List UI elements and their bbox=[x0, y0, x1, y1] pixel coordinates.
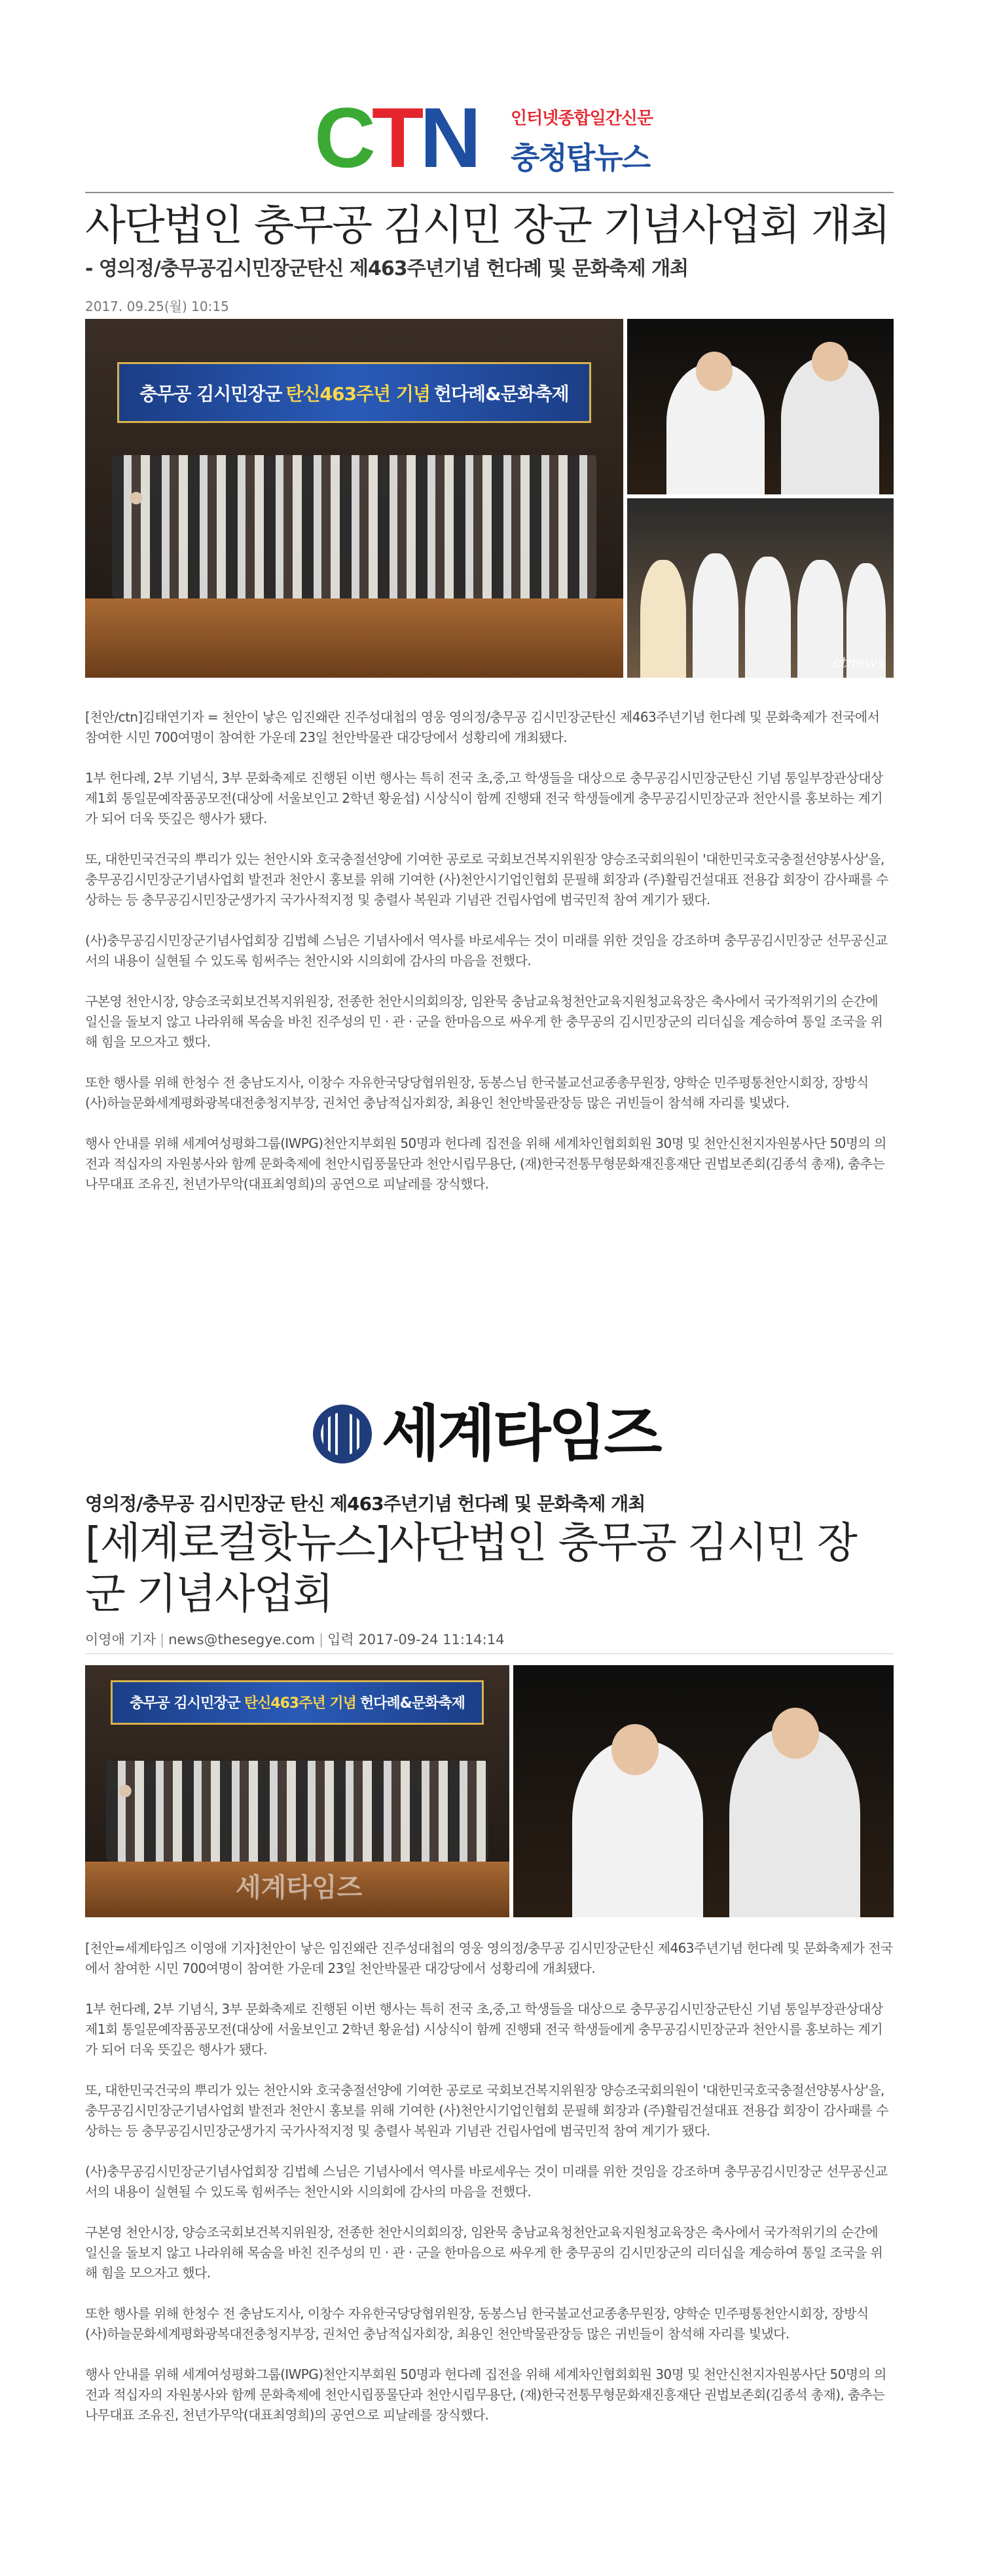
ctn-logo bbox=[314, 90, 681, 185]
article1-paragraph: (사)충무공김시민장군기념사업회장 김법혜 스님은 기념사에서 역사를 바로세우는 것이 미래를 위한 것임을 강조하며 충무공김시민장군 선무공신교서의 내용이 실현될 수 있도록 힘써주는 천안시와 시의회에 감사의 마음을 전했다. bbox=[85, 932, 888, 968]
byline-datetime: 2017-09-24 11:14:14 bbox=[358, 1632, 505, 1647]
group-photo-stage bbox=[85, 598, 623, 678]
ctn-logo-subtitle-1: 인터넷종합일간신문 bbox=[511, 109, 653, 128]
globe-emblem-icon bbox=[313, 1405, 372, 1463]
banner-highlight: 탄신463주년 기념 bbox=[244, 1695, 356, 1712]
article1-subtitle: - 영의정/충무공김시민장군탄신 제463주년기념 헌다례 및 문화축제 개최 bbox=[85, 257, 689, 280]
article1-side-photo-top bbox=[627, 319, 894, 494]
group-photo-crowd bbox=[106, 1761, 488, 1862]
person-head bbox=[812, 342, 848, 381]
article1-paragraph: 구본영 천안시장, 양승조국회보건복지위원장, 전종한 천안시의회의장, 임완묵 충남교육청천안교육지원청교육장은 축사에서 국가적위기의 순간에 일신을 돌보지 않고 나라위해 목숨을 바친 진주성의 민 · 관 · 군을 한마음으로 싸우게 한 충무공의 김시민장군의 리더십을 계승하여 통일 조국을 위해 힘을 모으자고 했다. bbox=[85, 993, 883, 1050]
person-head bbox=[696, 352, 733, 391]
article1-title: 사단법인 충무공 김시민 장군 기념사업회 개최 bbox=[85, 202, 890, 250]
segye-times-logo bbox=[313, 1398, 680, 1470]
banner-lead: 충무공 김시민장군 bbox=[139, 382, 282, 405]
article2-paragraph: 또, 대한민국건국의 뿌리가 있는 천안시와 호국충절선양에 기여한 공로로 국회보건복지위원장 양승조국회의원이 '대한민국호국충절선양봉사상'을, 충무공김시민장군기념사업회 발전과 천안시 홍보를 위해 기여한 (사)천안시기업인협회 문필해 회장과 (주)활림건설대표 전용갑 회장이 감사패를 수상하는 등 충무공김시민장군생가지 국가사적지정 및 충렬사 복원과 기념관 건립사업에 범국민적 참여 계기가 됐다. bbox=[85, 2082, 888, 2139]
article2-kicker: 영의정/충무공 김시민장군 탄신 제463주년기념 헌다례 및 문화축제 개최 bbox=[85, 1493, 646, 1515]
article2-paragraph: [천안=세계타임즈 이영애 기자]천안이 낳은 임진왜란 진주성대첩의 영웅 영의정/충무공 김시민장군탄신 제463주년기념 헌다례 및 문화축제가 전국에서 참여한 시민 700여명이 참여한 가운데 23일 천안박물관 대강당에서 성황리에 개최됐다. bbox=[85, 1940, 893, 1976]
article2-paragraph: 1부 헌다례, 2부 기념식, 3부 문화축제로 진행된 이번 행사는 특히 전국 초,중,고 학생들을 대상으로 충무공김시민장군탄신 기념 통일부장관상대상 제1회 통일문예작품공모전(대상에 서울보인고 2학년 황윤섭) 시상식이 함께 진행돼 전국 학생들에게 충무공김시민장군과 천안시를 홍보하는 계기가 되어 더욱 뜻깊은 행사가 됐다. bbox=[85, 2001, 883, 2057]
article2-paragraph: 또한 행사를 위해 한청수 전 충남도지사, 이창수 자유한국당당협위원장, 동봉스님 한국불교선교종총무원장, 양학순 민주평통천안시회장, 장방식 (사)하늘문화세계평화광복대전충청지부장, 권처언 충남적십자회장, 최용인 천안박물관장등 많은 귀빈들이 참석해 자리를 빛냈다. bbox=[85, 2306, 869, 2342]
article2-paragraph: 구본영 천안시장, 양승조국회보건복지위원장, 전종한 천안시의회의장, 임완묵 충남교육청천안교육지원청교육장은 축사에서 국가적위기의 순간에 일신을 돌보지 않고 나라위해 목숨을 바친 진주성의 민 · 관 · 군을 한마음으로 싸우게 한 충무공의 김시민장군의 리더십을 계승하여 통일 조국을 위해 힘을 모으자고 했다. bbox=[85, 2224, 883, 2281]
person-figure bbox=[745, 557, 791, 678]
article1-paragraph: 또, 대한민국건국의 뿌리가 있는 천안시와 호국충절선양에 기여한 공로로 국회보건복지위원장 양승조국회의원이 '대한민국호국충절선양봉사상'을, 충무공김시민장군기념사업회 발전과 천안시 홍보를 위해 기여한 (사)천안시기업인협회 문필해 회장과 (주)활림건설대표 전용갑 회장이 감사패를 수상하는 등 충무공김시민장군생가지 국가사적지정 및 충렬사 복원과 기념관 건립사업에 범국민적 참여 계기가 됐다. bbox=[85, 851, 888, 908]
article2-paragraph: 행사 안내를 위해 세계여성평화그룹(IWPG)천안지부회원 50명과 헌다례 집전을 위해 세계차인협회회원 30명 및 천안신천지자원봉사단 50명의 의전과 적십자의 자원봉사와 함께 문화축제에 천안시립풍물단과 천안시립무용단, (재)한국전통무형문화재진흥재단 권법보존회(김종석 총재), 춤추는나무대표 조유진, 천년가무악(대표최영희)의 공연으로 피날레를 장식했다. bbox=[85, 2366, 886, 2423]
article2-paragraph: (사)충무공김시민장군기념사업회장 김법혜 스님은 기념사에서 역사를 바로세우는 것이 미래를 위한 것임을 강조하며 충무공김시민장군 선무공신교서의 내용이 실현될 수 있도록 힘써주는 천안시와 시의회에 감사의 마음을 전했다. bbox=[85, 2163, 888, 2199]
person-figure bbox=[693, 553, 738, 678]
banner-lead: 충무공 김시민장군 bbox=[130, 1695, 240, 1712]
ctn-logo-t: T bbox=[371, 90, 420, 185]
article2-main-photo bbox=[85, 1665, 509, 1917]
article2-side-photo bbox=[513, 1665, 894, 1917]
byline-label: 입력 bbox=[327, 1632, 354, 1647]
ctn-logo-letters bbox=[314, 90, 478, 185]
ctn-logo-n: N bbox=[420, 90, 478, 185]
byline-divider bbox=[85, 1653, 894, 1654]
article2-photo-watermark: 세계타임즈 bbox=[236, 1873, 363, 1903]
ctn-logo-subtitle bbox=[511, 105, 681, 177]
banner-tail: 헌다례&문화축제 bbox=[433, 382, 569, 405]
header-divider bbox=[85, 192, 894, 193]
byline-author: 이영애 기자 bbox=[85, 1632, 156, 1647]
person-figure bbox=[640, 560, 686, 678]
article1-date: 2017. 09.25(월) 10:15 bbox=[85, 299, 229, 314]
article2-photo-banner bbox=[111, 1680, 484, 1725]
person-head bbox=[772, 1708, 819, 1759]
article2-body bbox=[85, 1938, 894, 2446]
group-photo-crowd bbox=[112, 455, 596, 598]
article1-photo-watermark: ctnews bbox=[833, 655, 884, 671]
article1-photo-banner bbox=[117, 362, 591, 424]
article1-main-photo bbox=[85, 319, 623, 678]
article2-byline: 이영애 기자 | news@thesegye.com | 입력 2017-09-24 11:14:14 bbox=[85, 1632, 505, 1647]
article1-side-photo-bottom bbox=[627, 498, 894, 678]
person-head bbox=[611, 1724, 659, 1775]
article1-paragraph: 행사 안내를 위해 세계여성평화그룹(IWPG)천안지부회원 50명과 헌다례 집전을 위해 세계차인협회회원 30명 및 천안신천지자원봉사단 50명의 의전과 적십자의 자원봉사와 함께 문화축제에 천안시립풍물단과 천안시립무용단, (재)한국전통무형문화재진흥재단 권법보존회(김종석 총재), 춤추는나무대표 조유진, 천년가무악(대표최영희)의 공연으로 피날레를 장식했다. bbox=[85, 1135, 886, 1192]
banner-highlight: 탄신463주년 기념 bbox=[285, 382, 430, 405]
article1-paragraph: 1부 헌다례, 2부 기념식, 3부 문화축제로 진행된 이번 행사는 특히 전국 초,중,고 학생들을 대상으로 충무공김시민장군탄신 기념 통일부장관상대상 제1회 통일문예작품공모전(대상에 서울보인고 2학년 황윤섭) 시상식이 함께 진행돼 전국 학생들에게 충무공김시민장군과 천안시를 홍보하는 계기가 되어 더욱 뜻깊은 행사가 됐다. bbox=[85, 770, 883, 826]
ctn-logo-subtitle-2: 충청탑뉴스 bbox=[511, 140, 650, 175]
article1-paragraph: [천안/ctn]김태연기자 = 천안이 낳은 임진왜란 진주성대첩의 영웅 영의정/충무공 김시민장군탄신 제463주년기념 헌다례 및 문화축제가 전국에서 참여한 시민 700여명이 참여한 가운데 23일 천안박물관 대강당에서 성황리에 개최됐다. bbox=[85, 709, 880, 745]
segye-times-wordmark: 세계타임즈 bbox=[382, 1399, 660, 1469]
ctn-logo-c: C bbox=[314, 90, 372, 185]
banner-tail: 헌다례&문화축제 bbox=[359, 1695, 465, 1712]
article1-body bbox=[85, 707, 894, 1215]
article1-paragraph: 또한 행사를 위해 한청수 전 충남도지사, 이창수 자유한국당당협위원장, 동봉스님 한국불교선교종총무원장, 양학순 민주평통천안시회장, 장방식 (사)하늘문화세계평화광복대전충청지부장, 권처언 충남적십자회장, 최용인 천안박물관장등 많은 귀빈들이 참석해 자리를 빛냈다. bbox=[85, 1075, 869, 1111]
article2-title: [세계로컬핫뉴스]사단법인 충무공 김시민 장군 기념사업회 bbox=[85, 1519, 856, 1619]
byline-email: news@thesegye.com bbox=[168, 1632, 316, 1647]
